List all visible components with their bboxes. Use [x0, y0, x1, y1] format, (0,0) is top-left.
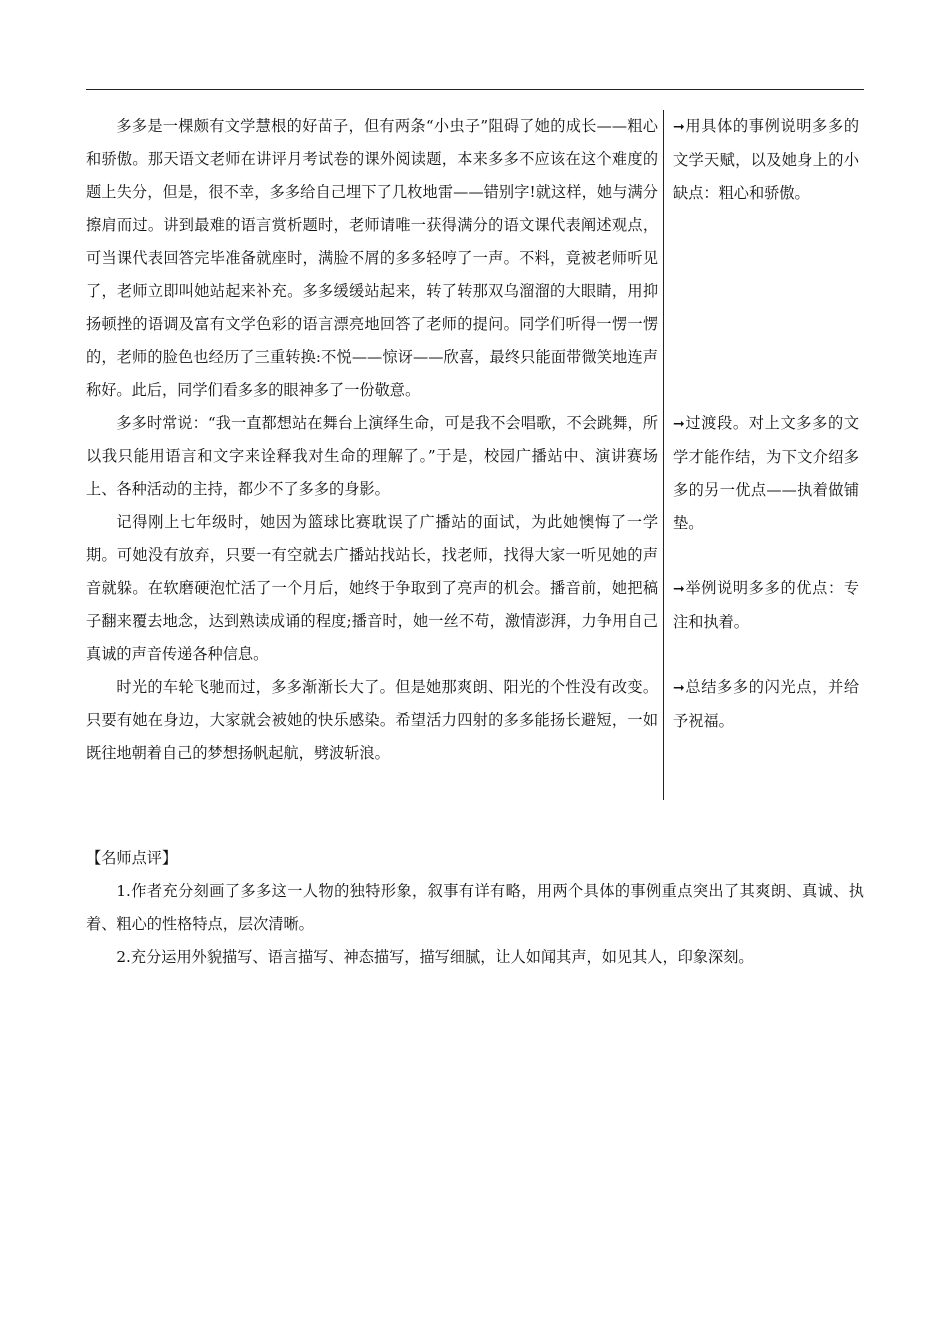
arrow-right-icon: ➞: [673, 680, 685, 696]
review-heading: 【名师点评】: [86, 849, 178, 867]
arrow-right-icon: ➞: [673, 581, 685, 597]
annotation-note-text: 用具体的事例说明多多的文学天赋，以及她身上的小缺点：粗心和骄傲。: [673, 117, 859, 202]
annotation-divider: [663, 110, 664, 800]
arrow-right-icon: ➞: [673, 119, 685, 135]
header-rule: [86, 89, 864, 90]
essay-body: [86, 110, 658, 770]
annotation-note-text: 举例说明多多的优点：专注和执着。: [673, 579, 859, 631]
annotation-note-4: [673, 671, 859, 738]
annotation-note-text: 过渡段。对上文多多的文学才能作结，为下文介绍多多的另一优点——执着做铺垫。: [673, 414, 859, 532]
essay-paragraph-4: 时光的车轮飞驰而过，多多渐渐长大了。但是她那爽朗、阳光的个性没有改变。只要有她在身边，大家就会被她的快乐感染。希望活力四射的多多能扬长避短，一如既往地朝着自己的梦想扬帆起航，劈波斩浪。: [86, 678, 658, 762]
annotation-note-text: 总结多多的闪光点，并给予祝福。: [673, 678, 859, 730]
review-body: [86, 875, 864, 974]
arrow-right-icon: ➞: [673, 416, 685, 432]
essay-paragraph-2: 多多时常说：“我一直都想站在舞台上演绎生命，可是我不会唱歌，不会跳舞，所以我只能用语言和文字来诠释我对生命的理解了。”于是，校园广播站中、演讲赛场上、各种活动的主持，都少不了多多的身影。: [86, 414, 658, 498]
essay-paragraph-3: 记得刚上七年级时，她因为篮球比赛耽误了广播站的面试，为此她懊悔了一学期。可她没有放弃，只要一有空就去广播站找站长，找老师，找得大家一听见她的声音就躲。在软磨硬泡忙活了一个月后，她终于争取到了亮声的机会。播音前，她把稿子翻来覆去地念，达到熟读成诵的程度;播音时，她一丝不苟，激情澎湃，力争用自己真诚的声音传递各种信息。: [86, 513, 658, 663]
review-item-2: 2.充分运用外貌描写、语言描写、神态描写，描写细腻，让人如闻其声，如见其人，印象深刻。: [116, 948, 754, 966]
annotation-note-1: [673, 110, 859, 210]
annotation-note-2: [673, 407, 859, 540]
annotation-note-3: [673, 572, 859, 639]
review-item-1: 1.作者充分刻画了多多这一人物的独特形象，叙事有详有略，用两个具体的事例重点突出了其爽朗、真诚、执着、粗心的性格特点，层次清晰。: [86, 882, 864, 933]
essay-paragraph-1: 多多是一棵颇有文学慧根的好苗子，但有两条“小虫子”阻碍了她的成长——粗心和骄傲。那天语文老师在讲评月考试卷的课外阅读题，本来多多不应该在这个难度的题上失分，但是，很不幸，多多给自己埋下了几枚地雷——错别字!就这样，她与满分擦肩而过。讲到最难的语言赏析题时，老师请唯一获得满分的语文课代表阐述观点，可当课代表回答完毕准备就座时，满脸不屑的多多轻哼了一声。不料，竟被老师听见了，老师立即叫她站起来补充。多多缓缓站起来，转了转那双乌溜溜的大眼睛，用抑扬顿挫的语调及富有文学色彩的语言漂亮地回答了老师的提问。同学们听得一愣一愣的，老师的脸色也经历了三重转换:不悦——惊讶——欣喜，最终只能面带微笑地连声称好。此后，同学们看多多的眼神多了一份敬意。: [86, 117, 658, 399]
